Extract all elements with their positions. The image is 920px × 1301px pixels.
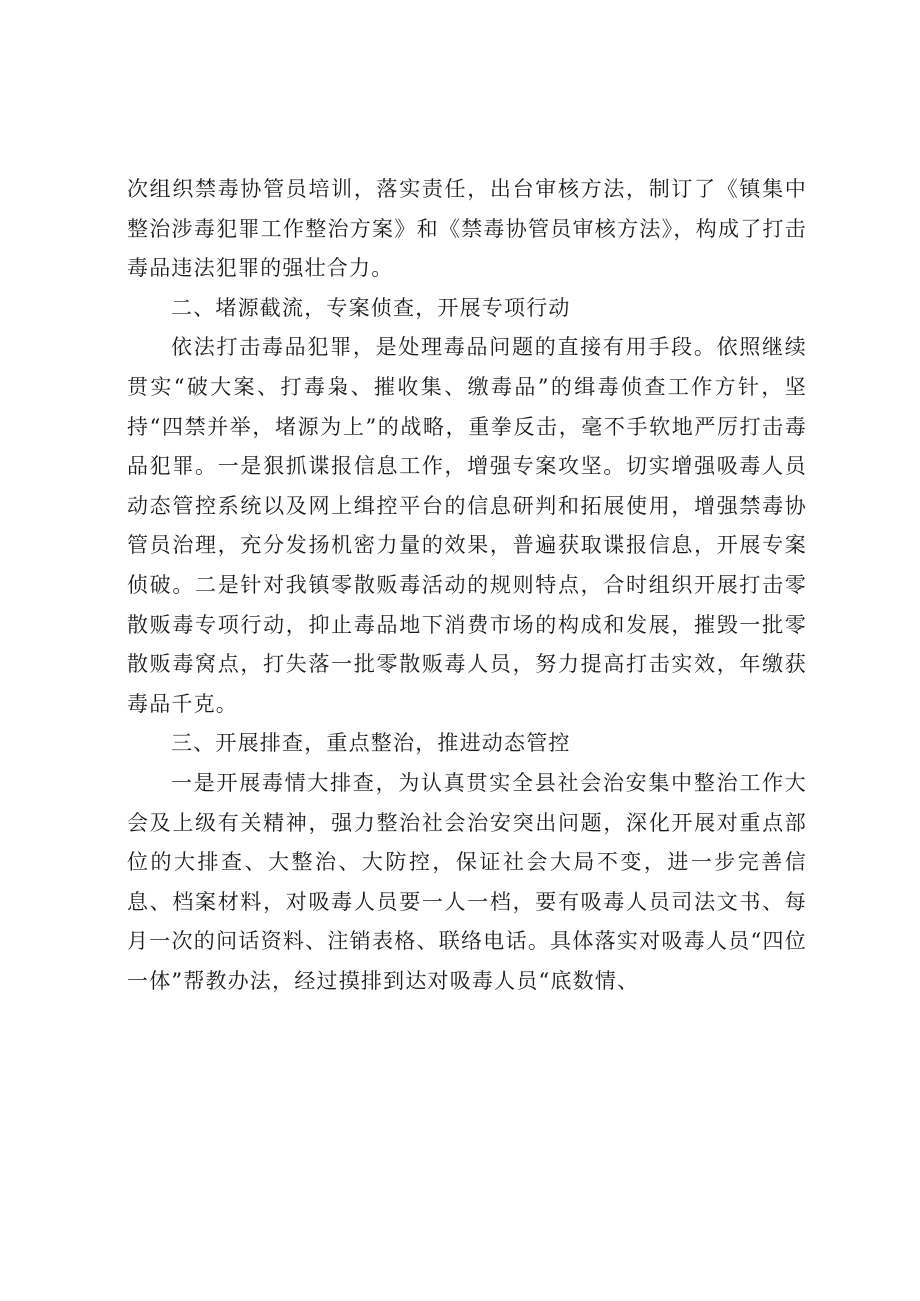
paragraph-body-2: 依法打击毒品犯罪，是处理毒品问题的直接有用手段。依照继续贯实“破大案、打毒枭、摧收集、缴毒品”的缉毒侦查工作方针，坚持“四禁并举，堵源为上”的战略，重拳反击，毫不手软地严厉打击毒品犯罪。一是狠抓谍报信息工作，增强专案攻坚。切实增强吸毒人员动态管控系统以及网上缉控平台的信息研判和拓展使用，增强禁毒协管员治理，充分发扬机密力量的效果，普遍获取谍报信息，开展专案侦破。二是针对我镇零散贩毒活动的规则特点，合时组织开展打击零散贩毒专项行动，抑止毒品地下消费市场的构成和发展，摧毁一批零散贩毒窝点，打失落一批零散贩毒人员，努力提高打击实效，年缴获毒品千克。	[127, 335, 807, 716]
section-heading-3: 三、开展排查，重点整治，推进动态管控	[171, 731, 571, 756]
section-heading-2: 二、堵源截流，专案侦查，开展专项行动	[171, 295, 571, 320]
document-body	[127, 170, 807, 1001]
paragraph-body-3: 一是开展毒情大排查，为认真贯实全县社会治安集中整治工作大会及上级有关精神，强力整治社会治安突出问题，深化开展对重点部位的大排查、大整治、大防控，保证社会大局不变，进一步完善信息、档案材料，对吸毒人员要一人一档，要有吸毒人员司法文书、每月一次的问话资料、注销表格、联络电话。具体落实对吸毒人员“四位一体”帮教办法，经过摸排到达对吸毒人员“底数情、	[127, 770, 807, 993]
paragraph-continued: 次组织禁毒协管员培训，落实责任，出台审核方法，制订了《镇集中整治涉毒犯罪工作整治方案》和《禁毒协管员审核方法》，构成了打击毒品违法犯罪的强壮合力。	[127, 177, 807, 281]
